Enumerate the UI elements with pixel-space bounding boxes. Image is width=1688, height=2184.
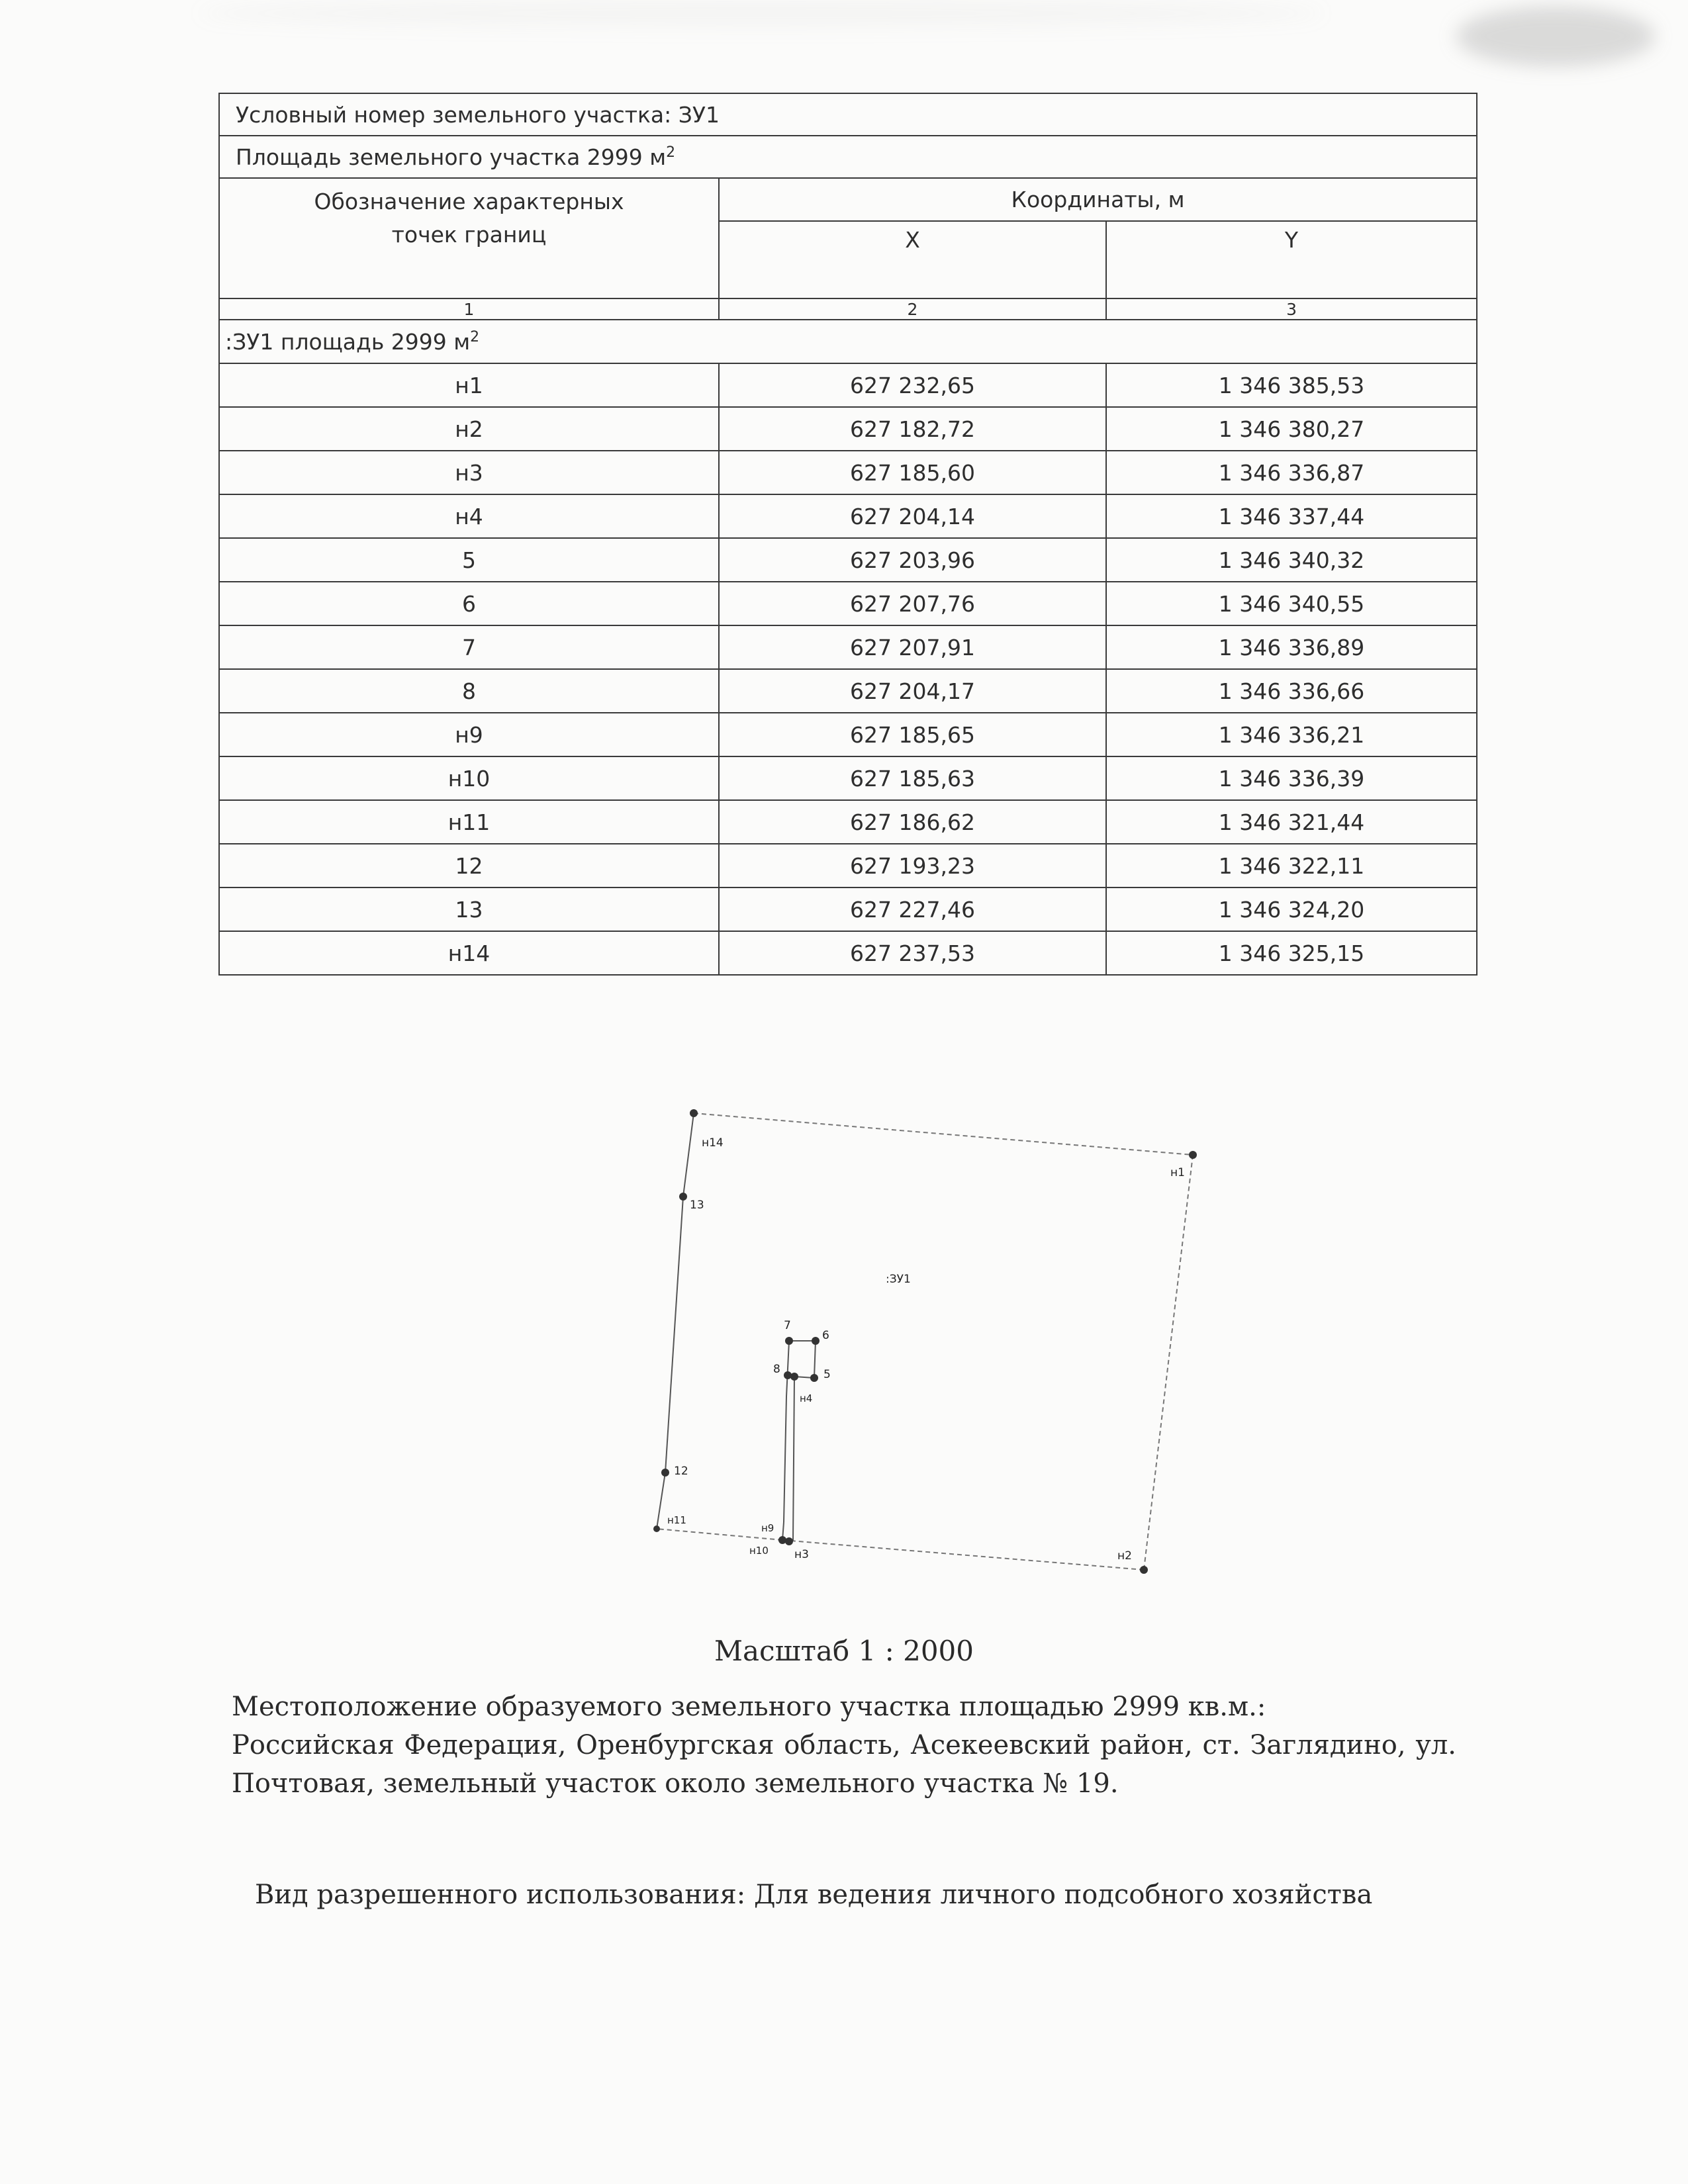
section-unit-superscript: 2	[470, 328, 480, 345]
table-row	[219, 887, 1477, 931]
y-coordinate-cell: 1 346 340,55	[1106, 582, 1477, 625]
point-name-cell: н14	[219, 931, 719, 975]
point-label-8: 8	[773, 1363, 780, 1376]
x-coordinate-cell: 627 203,96	[719, 538, 1106, 582]
point-label-n9: н9	[761, 1522, 774, 1534]
table-row	[219, 713, 1477, 756]
y-coordinate-cell: 1 346 337,44	[1106, 494, 1477, 538]
point-name-cell: 6	[219, 582, 719, 625]
boundary-point	[661, 1469, 669, 1477]
table-row	[219, 931, 1477, 975]
y-coordinate-cell: 1 346 385,53	[1106, 363, 1477, 407]
point-name-cell: н11	[219, 800, 719, 844]
y-coordinate-cell: 1 346 324,20	[1106, 887, 1477, 931]
x-coordinate-cell: 627 185,63	[719, 756, 1106, 800]
boundary-line	[814, 1341, 816, 1378]
point-label-13: 13	[690, 1199, 704, 1212]
x-coordinate-cell: 627 186,62	[719, 800, 1106, 844]
x-coordinate-cell: 627 207,76	[719, 582, 1106, 625]
area-unit-superscript: 2	[666, 144, 676, 161]
parcel-number-cell	[219, 93, 1477, 136]
x-header-cell	[719, 221, 1106, 298]
point-label-n11: н11	[667, 1514, 686, 1526]
x-coordinate-cell: 627 237,53	[719, 931, 1106, 975]
point-label-12: 12	[674, 1465, 688, 1478]
scale-label: Масштаб 1 : 2000	[714, 1635, 974, 1667]
y-coordinate-cell: 1 346 336,39	[1106, 756, 1477, 800]
table-row	[219, 669, 1477, 713]
point-name-cell: 12	[219, 844, 719, 887]
point-label-n2: н2	[1117, 1549, 1132, 1563]
point-label-5: 5	[823, 1368, 831, 1381]
location-block	[232, 1688, 1456, 1803]
point-name-cell: н9	[219, 713, 719, 756]
y-coordinate-cell: 1 346 336,66	[1106, 669, 1477, 713]
point-name-cell: н4	[219, 494, 719, 538]
table-row	[219, 451, 1477, 494]
boundary-point	[690, 1109, 698, 1117]
points-column-header: Обозначение характерных точек границ	[314, 189, 624, 248]
coordinates-table	[218, 93, 1477, 976]
location-heading: Местоположение образуемого земельного участка площадью 2999 кв.м.:	[232, 1692, 1266, 1722]
x-coordinate-cell: 627 182,72	[719, 407, 1106, 451]
boundary-line	[657, 1473, 665, 1529]
point-name-cell: н3	[219, 451, 719, 494]
boundary-line	[1144, 1155, 1193, 1570]
table-row	[219, 625, 1477, 669]
index-cell: 3	[1106, 298, 1477, 320]
boundary-point	[1189, 1151, 1197, 1159]
y-coordinate-cell: 1 346 325,15	[1106, 931, 1477, 975]
point-label-n10: н10	[749, 1545, 769, 1557]
x-coordinate-cell: 627 193,23	[719, 844, 1106, 887]
point-label-n3: н3	[794, 1548, 809, 1561]
table-row	[219, 494, 1477, 538]
x-coordinate-cell: 627 227,46	[719, 887, 1106, 931]
index-cell: 2	[719, 298, 1106, 320]
boundary-point	[810, 1374, 818, 1382]
x-coordinate-cell: 627 185,60	[719, 451, 1106, 494]
point-name-cell: 5	[219, 538, 719, 582]
boundary-point	[785, 1337, 793, 1345]
x-coordinate-cell: 627 204,17	[719, 669, 1106, 713]
point-label-6: 6	[822, 1329, 829, 1342]
boundary-line	[786, 1341, 789, 1396]
point-name-cell: 8	[219, 669, 719, 713]
boundary-point	[653, 1525, 660, 1532]
index-cell: 1	[219, 298, 719, 320]
x-coordinate-cell: 627 204,14	[719, 494, 1106, 538]
boundary-point	[790, 1373, 798, 1381]
boundary-point	[812, 1337, 820, 1345]
table-row	[219, 582, 1477, 625]
y-coordinate-cell: 1 346 336,87	[1106, 451, 1477, 494]
boundary-line	[784, 1396, 786, 1522]
boundary-line	[683, 1113, 694, 1197]
coords-header-cell	[719, 178, 1477, 221]
point-name-cell: 13	[219, 887, 719, 931]
boundary-line	[793, 1377, 794, 1541]
x-coordinate-cell: 627 232,65	[719, 363, 1106, 407]
boundary-line	[665, 1197, 683, 1473]
coords-column-header: Координаты, м	[1011, 186, 1185, 212]
section-header-cell	[219, 320, 1477, 363]
point-label-7: 7	[784, 1319, 791, 1332]
point-label-n4: н4	[800, 1392, 813, 1404]
table-row	[219, 538, 1477, 582]
scan-smudge	[199, 0, 1324, 26]
boundary-point	[785, 1537, 793, 1545]
coordinate-rows	[219, 363, 1477, 975]
table-row	[219, 363, 1477, 407]
parcel-plan	[635, 1092, 1205, 1595]
boundary-line	[694, 1113, 1193, 1155]
y-coordinate-cell: 1 346 322,11	[1106, 844, 1477, 887]
x-column-header: X	[905, 226, 920, 253]
point-name-cell: н2	[219, 407, 719, 451]
y-coordinate-cell: 1 346 321,44	[1106, 800, 1477, 844]
point-name-cell: н10	[219, 756, 719, 800]
boundary-point	[784, 1371, 792, 1379]
point-name-cell: н1	[219, 363, 719, 407]
parcel-area-label: Площадь земельного участка 2999 м	[236, 144, 667, 170]
point-label-n1: н1	[1170, 1166, 1185, 1179]
location-address: Российская Федерация, Оренбургская область, Асекеевский район, ст. Заглядино, ул. Почтовая, земельный участок около земельного участка № 19.	[232, 1730, 1456, 1799]
y-coordinate-cell: 1 346 336,21	[1106, 713, 1477, 756]
x-coordinate-cell: 627 207,91	[719, 625, 1106, 669]
scan-smudge	[1456, 7, 1655, 66]
table-row	[219, 800, 1477, 844]
y-coordinate-cell: 1 346 380,27	[1106, 407, 1477, 451]
parcel-number-label: Условный номер земельного участка: ЗУ1	[236, 101, 720, 128]
y-header-cell	[1106, 221, 1477, 298]
boundary-point	[1140, 1566, 1148, 1574]
y-coordinate-cell: 1 346 340,32	[1106, 538, 1477, 582]
parcel-area-cell	[219, 136, 1477, 178]
y-coordinate-cell: 1 346 336,89	[1106, 625, 1477, 669]
boundary-point	[778, 1536, 786, 1544]
x-coordinate-cell: 627 185,65	[719, 713, 1106, 756]
point-name-cell: 7	[219, 625, 719, 669]
boundary-point	[679, 1193, 687, 1201]
table-row	[219, 756, 1477, 800]
boundary-line	[782, 1540, 1144, 1570]
points-header-cell	[219, 178, 719, 298]
parcel-label: :ЗУ1	[886, 1273, 911, 1286]
table-row	[219, 844, 1477, 887]
y-column-header: Y	[1284, 226, 1299, 253]
point-label-n14: н14	[702, 1136, 724, 1150]
table-row	[219, 407, 1477, 451]
section-label: :ЗУ1 площадь 2999 м	[225, 328, 471, 355]
permitted-use: Вид разрешенного использования: Для ведения личного подсобного хозяйства	[255, 1880, 1373, 1910]
